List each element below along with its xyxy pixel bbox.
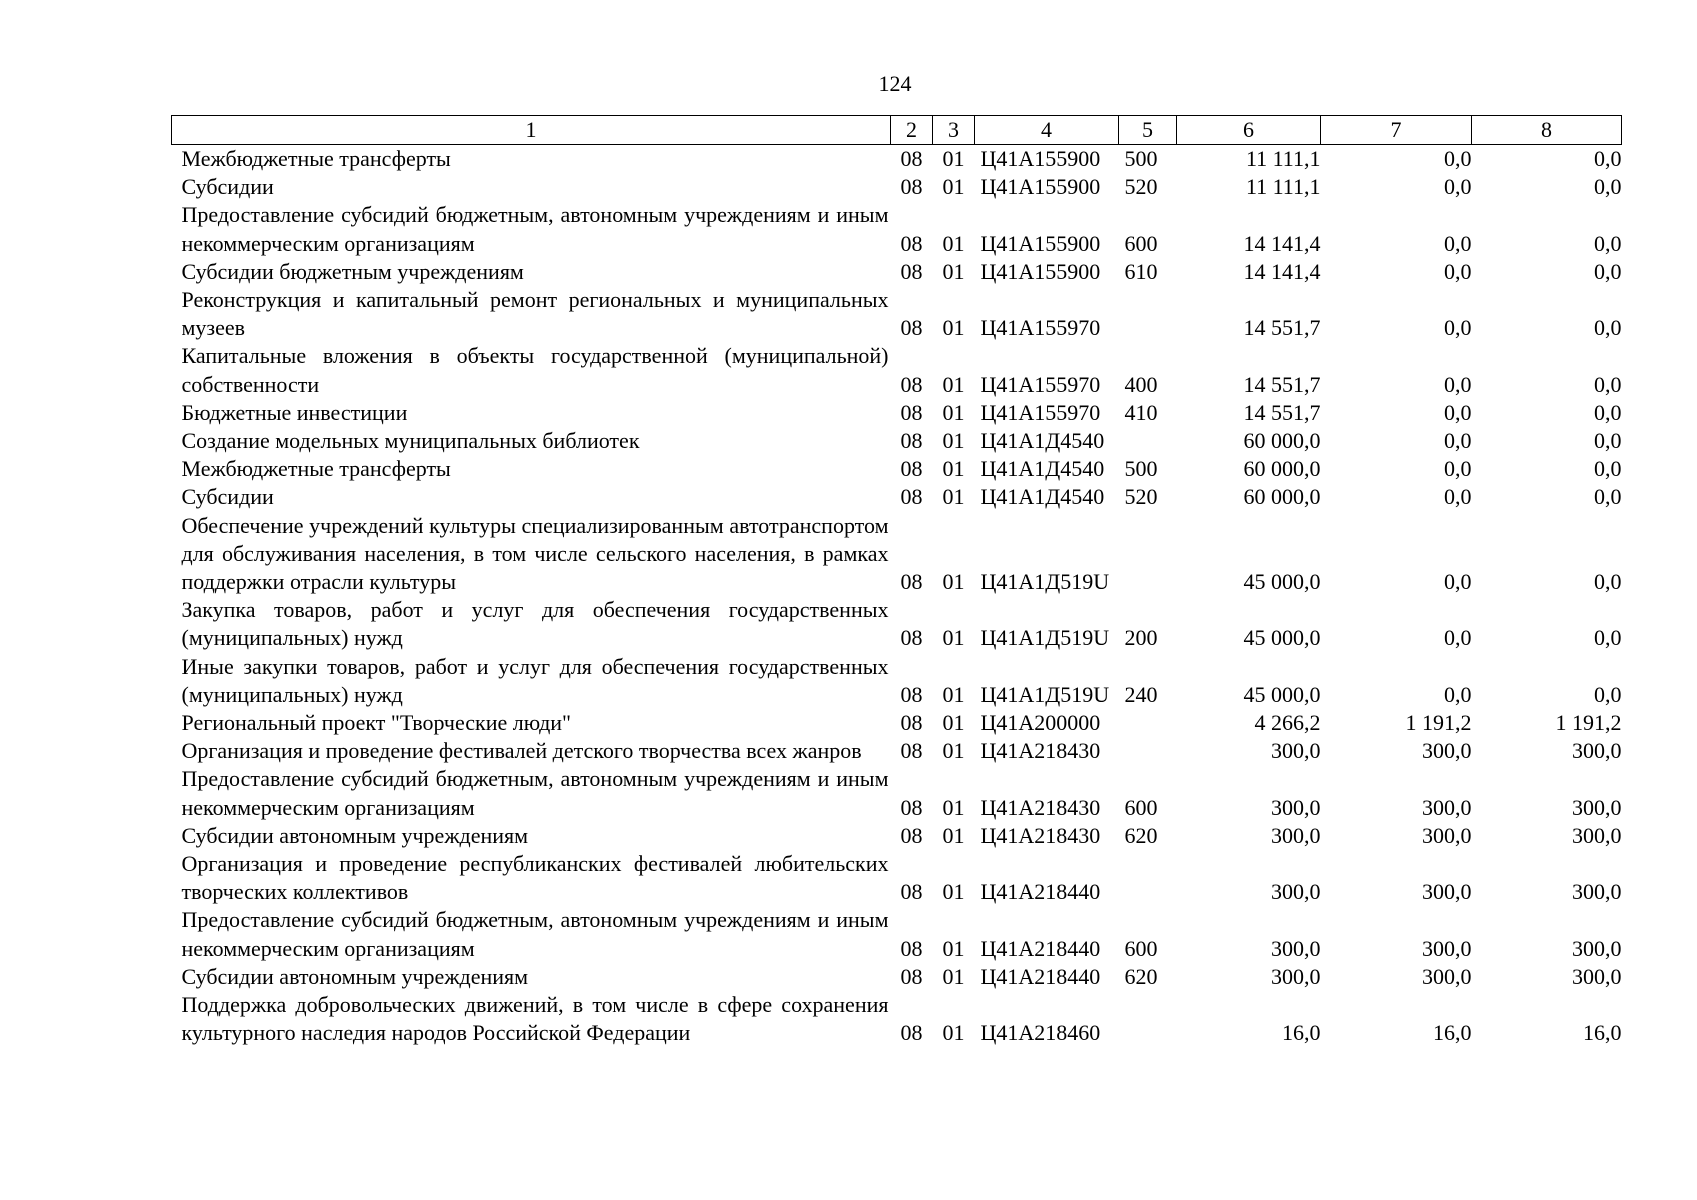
budget-table — [171, 115, 1622, 1048]
row-expense-type: 240 — [1124, 681, 1158, 707]
row-name: Организация и проведение республиканских фестивалей любительских творческих коллективов — [181, 851, 889, 905]
row-subsection: 01 — [942, 738, 965, 764]
row-subsection: 01 — [942, 1020, 965, 1046]
row-section: 08 — [900, 258, 923, 284]
row-target-article: Ц41А155970 — [980, 399, 1101, 425]
row-amount-col8: 300,0 — [1572, 963, 1622, 989]
row-amount-col7: 0,0 — [1444, 681, 1472, 707]
row-amount-col8: 0,0 — [1594, 146, 1622, 171]
column-header-4: 4 — [975, 116, 1119, 145]
table-row — [172, 483, 1622, 511]
row-amount-col8: 0,0 — [1594, 315, 1622, 341]
row-subsection: 01 — [942, 230, 965, 256]
column-header-1: 1 — [172, 116, 891, 145]
table-row — [172, 512, 1622, 597]
row-expense-type: 600 — [1124, 935, 1158, 961]
row-amount-col8: 1 191,2 — [1555, 710, 1622, 736]
row-target-article: Ц41А155970 — [980, 371, 1101, 397]
row-amount-col8: 0,0 — [1594, 569, 1622, 595]
table-row — [172, 427, 1622, 455]
row-amount-col6: 300,0 — [1271, 935, 1321, 961]
row-amount-col8: 0,0 — [1594, 258, 1622, 284]
row-section: 08 — [900, 879, 923, 905]
row-subsection: 01 — [942, 146, 965, 171]
row-amount-col7: 0,0 — [1444, 428, 1472, 454]
row-amount-col7: 16,0 — [1433, 1020, 1472, 1046]
row-expense-type — [1119, 427, 1177, 455]
row-amount-col8: 300,0 — [1572, 879, 1622, 905]
column-header-6: 6 — [1177, 116, 1321, 145]
table-row — [172, 963, 1622, 991]
row-amount-col6: 45 000,0 — [1243, 681, 1321, 707]
row-subsection: 01 — [942, 794, 965, 820]
row-subsection: 01 — [942, 879, 965, 905]
row-name: Субсидии — [181, 484, 274, 510]
row-amount-col6: 300,0 — [1271, 794, 1321, 820]
row-amount-col8: 0,0 — [1594, 681, 1622, 707]
table-row — [172, 653, 1622, 709]
row-section: 08 — [900, 428, 923, 454]
row-expense-type: 620 — [1124, 963, 1158, 989]
row-target-article: Ц41А1Д519U — [980, 625, 1110, 651]
row-section: 08 — [900, 794, 923, 820]
column-header-5: 5 — [1119, 116, 1177, 145]
row-amount-col6: 300,0 — [1271, 879, 1321, 905]
row-target-article: Ц41А155900 — [980, 230, 1101, 256]
row-name: Закупка товаров, работ и услуг для обеспечения государственных (муниципальных) нужд — [181, 597, 889, 651]
row-amount-col6: 14 141,4 — [1243, 258, 1321, 284]
row-target-article: Ц41А200000 — [980, 710, 1101, 736]
row-target-article: Ц41А218430 — [980, 822, 1101, 848]
row-section: 08 — [900, 174, 923, 200]
row-amount-col6: 4 266,2 — [1254, 710, 1321, 736]
row-expense-type: 500 — [1124, 456, 1158, 482]
table-row — [172, 850, 1622, 906]
row-subsection: 01 — [942, 681, 965, 707]
row-amount-col7: 300,0 — [1422, 794, 1472, 820]
row-subsection: 01 — [942, 174, 965, 200]
row-amount-col8: 0,0 — [1594, 174, 1622, 200]
row-expense-type — [1119, 286, 1177, 342]
row-subsection: 01 — [942, 258, 965, 284]
row-amount-col6: 16,0 — [1282, 1020, 1321, 1046]
table-body — [172, 145, 1622, 1048]
table-row — [172, 991, 1622, 1047]
row-section: 08 — [900, 399, 923, 425]
row-amount-col7: 300,0 — [1422, 738, 1472, 764]
row-target-article: Ц41А218440 — [980, 963, 1101, 989]
row-subsection: 01 — [942, 822, 965, 848]
row-amount-col8: 0,0 — [1594, 230, 1622, 256]
row-subsection: 01 — [942, 428, 965, 454]
table-row — [172, 173, 1622, 201]
row-amount-col7: 300,0 — [1422, 822, 1472, 848]
row-section: 08 — [900, 146, 923, 171]
row-target-article: Ц41А1Д4540 — [980, 484, 1105, 510]
row-target-article: Ц41А218430 — [980, 738, 1101, 764]
row-target-article: Ц41А155970 — [980, 315, 1101, 341]
row-amount-col7: 0,0 — [1444, 625, 1472, 651]
row-expense-type: 200 — [1124, 625, 1158, 651]
row-name: Иные закупки товаров, работ и услуг для обеспечения государственных (муниципальных) нужд — [181, 653, 889, 707]
row-amount-col7: 0,0 — [1444, 146, 1472, 171]
row-amount-col8: 300,0 — [1572, 822, 1622, 848]
row-subsection: 01 — [942, 456, 965, 482]
row-name: Субсидии бюджетным учреждениям — [181, 258, 524, 284]
row-expense-type — [1119, 991, 1177, 1047]
table-row — [172, 596, 1622, 652]
table-row — [172, 455, 1622, 483]
row-target-article: Ц41А1Д4540 — [980, 456, 1105, 482]
row-expense-type: 520 — [1124, 484, 1158, 510]
row-amount-col8: 300,0 — [1572, 738, 1622, 764]
row-expense-type: 600 — [1124, 794, 1158, 820]
column-header-3: 3 — [933, 116, 975, 145]
row-amount-col8: 300,0 — [1572, 935, 1622, 961]
table-row — [172, 342, 1622, 398]
row-name: Поддержка добровольческих движений, в том числе в сфере сохранения культурного наследия народов Российской Федерации — [181, 992, 889, 1046]
row-amount-col7: 0,0 — [1444, 456, 1472, 482]
row-amount-col6: 300,0 — [1271, 822, 1321, 848]
row-section: 08 — [900, 681, 923, 707]
column-header-2: 2 — [891, 116, 933, 145]
row-amount-col6: 11 111,1 — [1245, 146, 1321, 171]
table-row — [172, 765, 1622, 821]
row-section: 08 — [900, 371, 923, 397]
row-amount-col6: 14 551,7 — [1243, 315, 1321, 341]
table-row — [172, 906, 1622, 962]
row-name: Предоставление субсидий бюджетным, автономным учреждениям и иным некоммерческим организациям — [181, 766, 889, 820]
row-amount-col8: 0,0 — [1594, 428, 1622, 454]
row-name: Реконструкция и капитальный ремонт региональных и муниципальных музеев — [181, 287, 889, 341]
row-name: Бюджетные инвестиции — [181, 399, 408, 425]
row-amount-col7: 0,0 — [1444, 371, 1472, 397]
row-section: 08 — [900, 822, 923, 848]
row-section: 08 — [900, 963, 923, 989]
row-subsection: 01 — [942, 963, 965, 989]
row-amount-col8: 0,0 — [1594, 484, 1622, 510]
row-subsection: 01 — [942, 935, 965, 961]
row-amount-col6: 14 551,7 — [1243, 399, 1321, 425]
row-subsection: 01 — [942, 484, 965, 510]
row-name: Субсидии автономным учреждениям — [181, 963, 529, 989]
table-row — [172, 709, 1622, 737]
row-amount-col6: 60 000,0 — [1243, 428, 1321, 454]
column-header-7: 7 — [1321, 116, 1472, 145]
row-amount-col6: 45 000,0 — [1243, 625, 1321, 651]
column-header-8: 8 — [1472, 116, 1622, 145]
row-target-article: Ц41А218440 — [980, 879, 1101, 905]
table-row — [172, 201, 1622, 257]
row-amount-col6: 11 111,1 — [1245, 174, 1321, 200]
row-name: Создание модельных муниципальных библиотек — [181, 428, 640, 454]
row-expense-type: 520 — [1124, 174, 1158, 200]
row-expense-type: 400 — [1124, 371, 1158, 397]
row-target-article: Ц41А218460 — [980, 1020, 1101, 1046]
row-expense-type: 620 — [1124, 822, 1158, 848]
row-expense-type — [1119, 512, 1177, 597]
row-section: 08 — [900, 738, 923, 764]
row-amount-col8: 0,0 — [1594, 399, 1622, 425]
row-name: Межбюджетные трансферты — [181, 146, 451, 171]
row-amount-col7: 300,0 — [1422, 879, 1472, 905]
row-section: 08 — [900, 230, 923, 256]
page-number: 124 — [878, 71, 912, 96]
row-name: Организация и проведение фестивалей детского творчества всех жанров — [181, 738, 862, 764]
row-section: 08 — [900, 935, 923, 961]
row-target-article: Ц41А218440 — [980, 935, 1101, 961]
row-name: Субсидии автономным учреждениям — [181, 822, 529, 848]
row-amount-col7: 0,0 — [1444, 174, 1472, 200]
row-section: 08 — [900, 710, 923, 736]
row-target-article: Ц41А155900 — [980, 146, 1101, 171]
row-name: Предоставление субсидий бюджетным, автономным учреждениям и иным некоммерческим организациям — [181, 202, 889, 256]
row-subsection: 01 — [942, 399, 965, 425]
row-amount-col6: 60 000,0 — [1243, 456, 1321, 482]
table-row — [172, 286, 1622, 342]
row-expense-type: 600 — [1124, 230, 1158, 256]
row-subsection: 01 — [942, 371, 965, 397]
row-amount-col6: 300,0 — [1271, 738, 1321, 764]
row-amount-col7: 300,0 — [1422, 935, 1472, 961]
row-target-article: Ц41А1Д4540 — [980, 428, 1105, 454]
row-subsection: 01 — [942, 710, 965, 736]
table-row — [172, 258, 1622, 286]
row-section: 08 — [900, 315, 923, 341]
table-row — [172, 737, 1622, 765]
row-target-article: Ц41А218430 — [980, 794, 1101, 820]
table-row — [172, 822, 1622, 850]
row-amount-col7: 0,0 — [1444, 230, 1472, 256]
row-target-article: Ц41А155900 — [980, 258, 1101, 284]
row-section: 08 — [900, 456, 923, 482]
row-amount-col7: 0,0 — [1444, 315, 1472, 341]
row-amount-col7: 0,0 — [1444, 569, 1472, 595]
row-section: 08 — [900, 569, 923, 595]
row-expense-type: 610 — [1124, 258, 1158, 284]
row-name: Межбюджетные трансферты — [181, 456, 451, 482]
table-row — [172, 399, 1622, 427]
table-row — [172, 145, 1622, 174]
row-amount-col6: 60 000,0 — [1243, 484, 1321, 510]
row-subsection: 01 — [942, 569, 965, 595]
row-expense-type — [1119, 850, 1177, 906]
row-name: Субсидии — [181, 174, 274, 200]
row-amount-col8: 16,0 — [1583, 1020, 1622, 1046]
row-amount-col8: 0,0 — [1594, 456, 1622, 482]
row-subsection: 01 — [942, 315, 965, 341]
row-amount-col6: 14 551,7 — [1243, 371, 1321, 397]
row-amount-col8: 300,0 — [1572, 794, 1622, 820]
row-amount-col7: 1 191,2 — [1405, 710, 1472, 736]
row-amount-col6: 45 000,0 — [1243, 569, 1321, 595]
row-amount-col7: 0,0 — [1444, 484, 1472, 510]
row-expense-type — [1119, 737, 1177, 765]
row-amount-col8: 0,0 — [1594, 371, 1622, 397]
row-target-article: Ц41А1Д519U — [980, 681, 1110, 707]
row-subsection: 01 — [942, 625, 965, 651]
row-expense-type: 410 — [1124, 399, 1158, 425]
row-section: 08 — [900, 1020, 923, 1046]
row-name: Предоставление субсидий бюджетным, автономным учреждениям и иным некоммерческим организациям — [181, 907, 889, 961]
row-name: Капитальные вложения в объекты государственной (муниципальной) собственности — [181, 343, 889, 397]
row-amount-col7: 300,0 — [1422, 963, 1472, 989]
row-amount-col7: 0,0 — [1444, 258, 1472, 284]
row-name: Региональный проект "Творческие люди" — [181, 710, 572, 736]
row-section: 08 — [900, 625, 923, 651]
row-target-article: Ц41А155900 — [980, 174, 1101, 200]
row-amount-col6: 300,0 — [1271, 963, 1321, 989]
header-row — [172, 116, 1622, 145]
row-expense-type: 500 — [1124, 146, 1158, 171]
row-section: 08 — [900, 484, 923, 510]
row-amount-col7: 0,0 — [1444, 399, 1472, 425]
row-name: Обеспечение учреждений культуры специализированным автотранспортом для обслуживания населения, в том числе сельского населения, в рамках поддержки отрасли культуры — [181, 512, 889, 595]
row-expense-type — [1119, 709, 1177, 737]
row-amount-col8: 0,0 — [1594, 625, 1622, 651]
row-target-article: Ц41А1Д519U — [980, 569, 1110, 595]
row-amount-col6: 14 141,4 — [1243, 230, 1321, 256]
